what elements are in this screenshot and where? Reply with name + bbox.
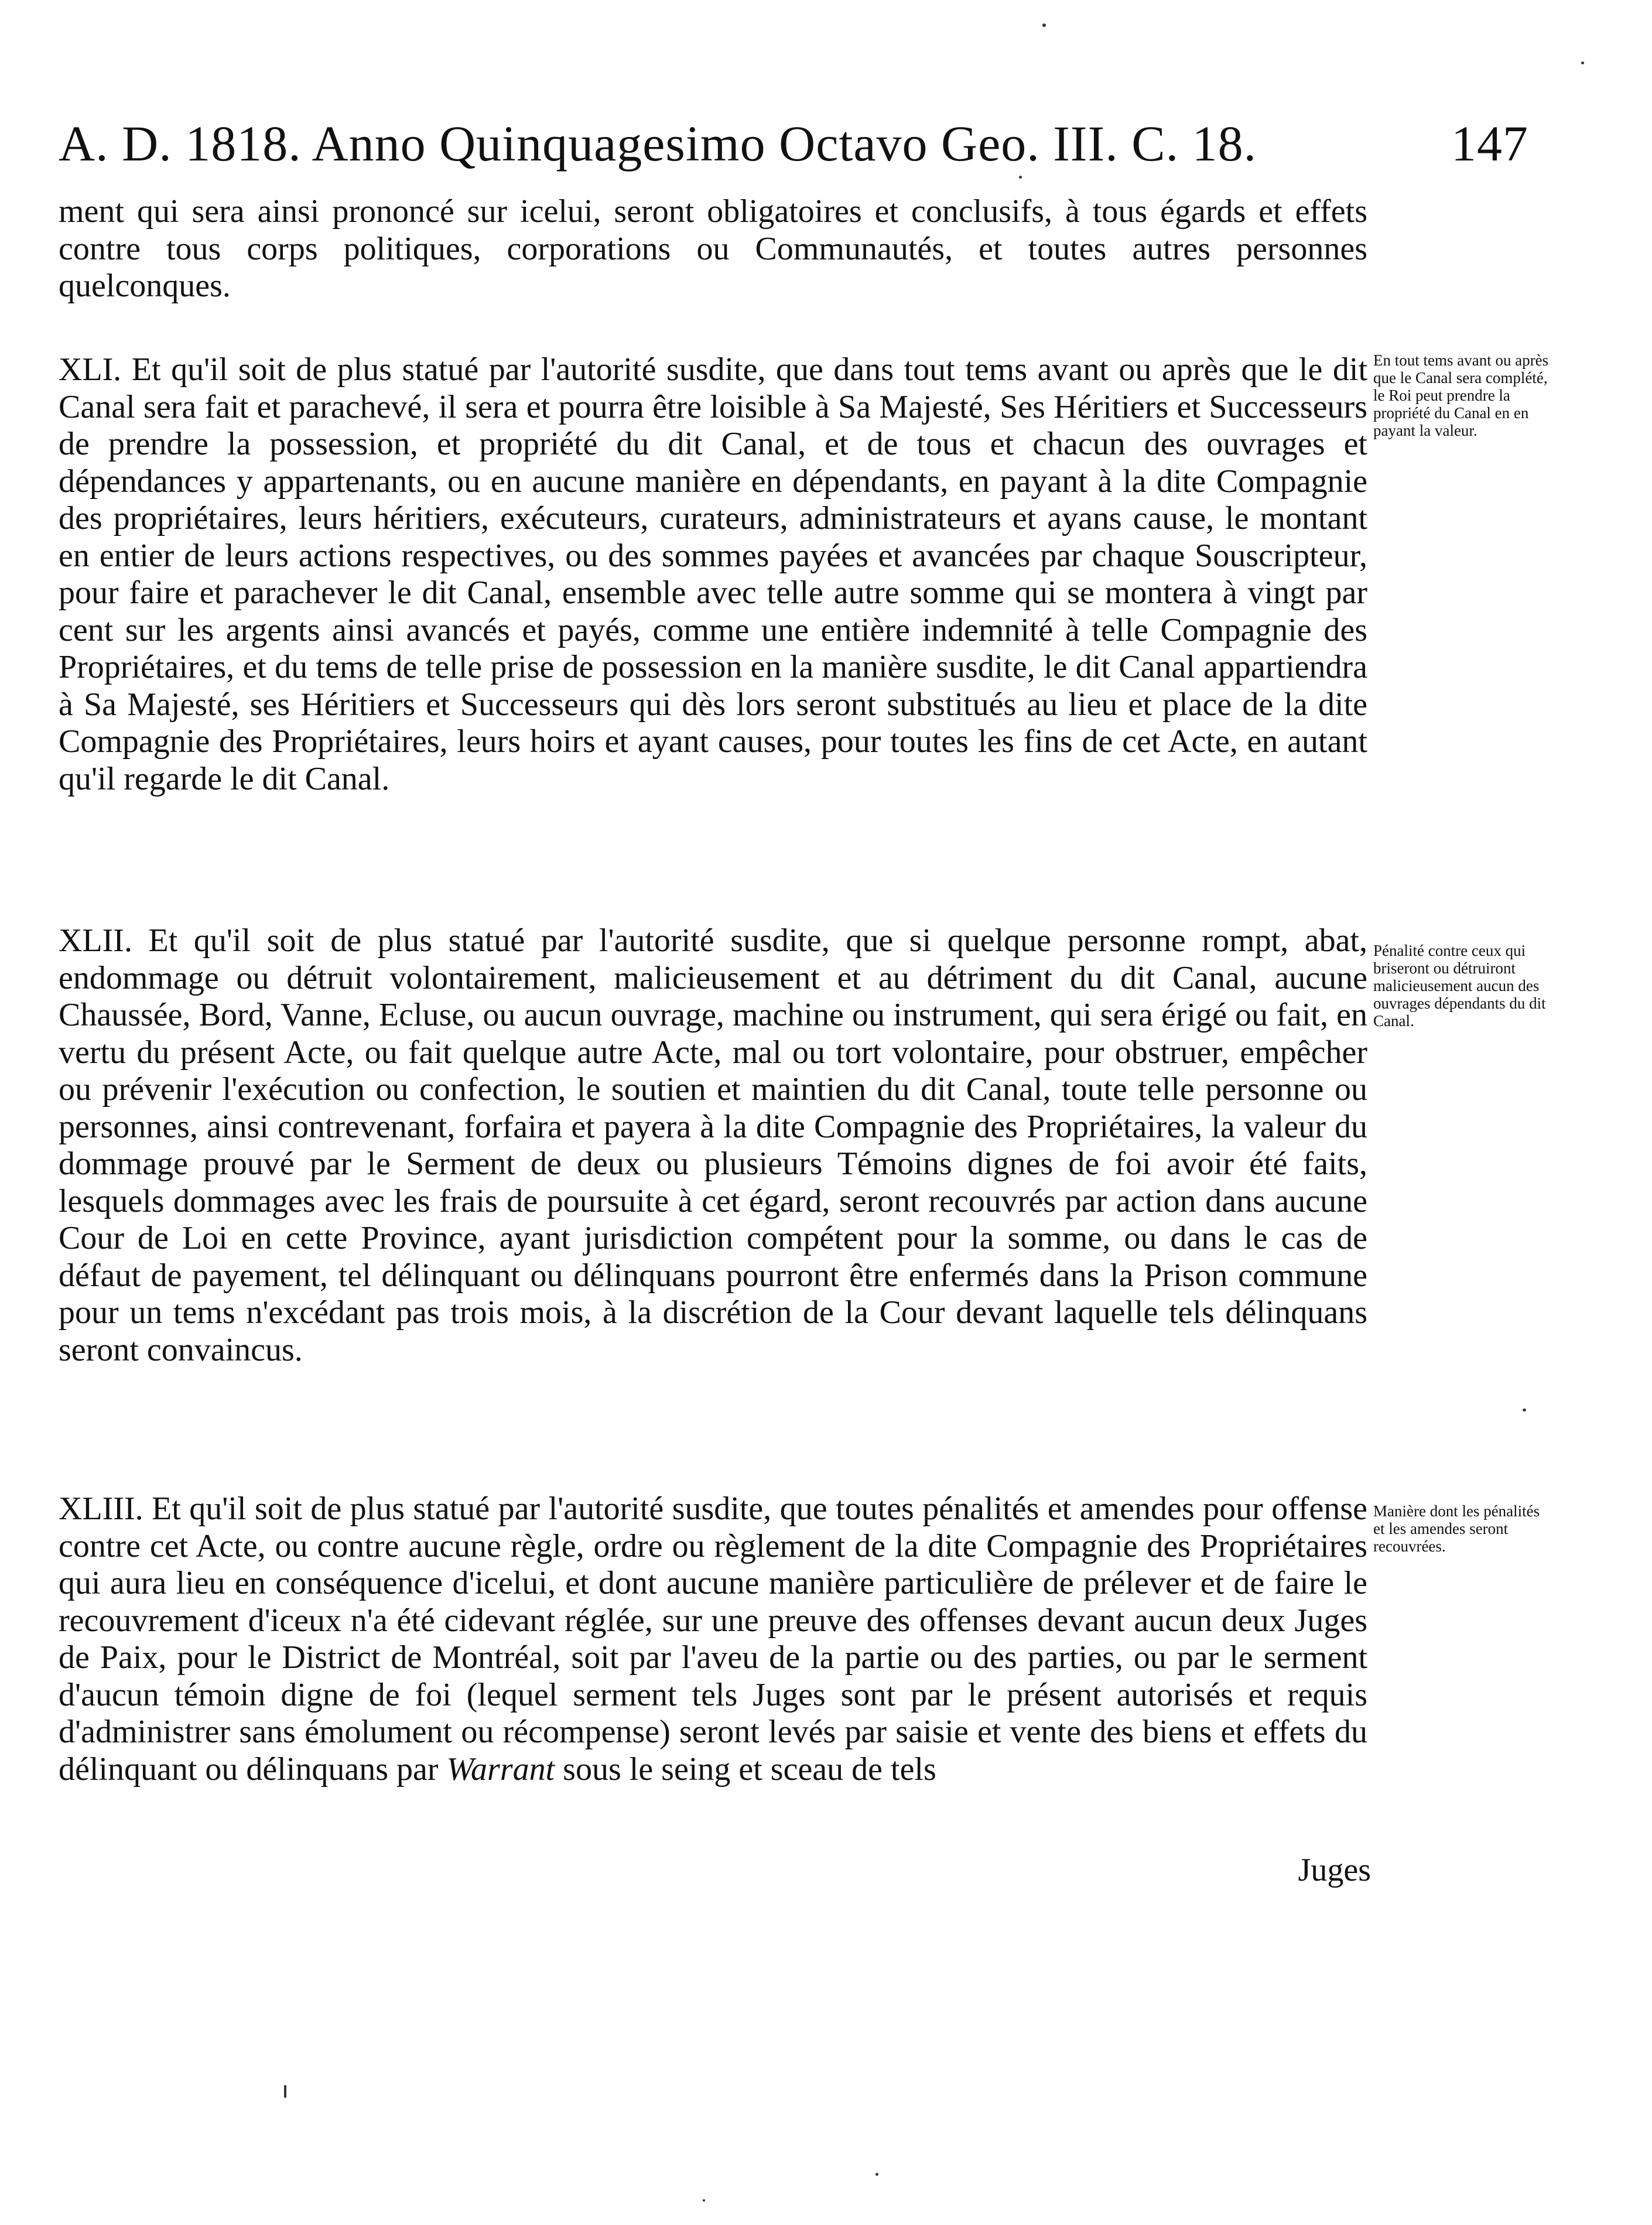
- margin-note-xli: En tout tems avant ou après que le Canal sera complété, le Roi peut prendre la propriété du Canal en en payant la valeur.: [1373, 351, 1549, 439]
- scan-speck: [1019, 176, 1022, 179]
- page-number: 147: [1451, 115, 1528, 172]
- scan-speck: [1042, 23, 1046, 27]
- italic-term: Warrant: [446, 1751, 555, 1787]
- paragraph-text: [59, 1491, 1367, 1788]
- paragraph-text: ment qui sera ainsi prononcé sur icelui, seront obligatoires et conclusifs, à tous égards et effets contre tous corps politiques, corporations ou Communautés, et toutes autres personnes quelconques.: [59, 193, 1367, 304]
- section-xli: [59, 351, 1367, 798]
- paragraph-text: XLII. Et qu'il soit de plus statué par l'autorité susdite, que si quelque personne rompt, abat, endommage ou détruit volontairement, malicieusement et au détriment du dit Canal, aucune Chaussée, Bord, Vanne, Ecluse, ou aucun ouvrage, machine ou instrument, qui sera érigé ou fait, en vertu du présent Acte, ou fait quelque autre Acte, mal ou tort volontaire, pour obstruer, empêcher ou prévenir l'exécution ou confection, le soutien et maintien du dit Canal, toute telle personne ou personnes, ainsi contrevenant, forfaira et payera à la dite Compagnie des Propriétaires, la valeur du dommage prouvé par le Serment de deux ou plusieurs Témoins dignes de foi avoir été faits, lesquels dommages avec les frais de poursuite à cet égard, seront recouvrés par action dans aucune Cour de Loi en cette Province, ayant jurisdiction compétent pour la somme, ou dans le cas de défaut de payement, tel délinquant ou délinquans pourront être enfermés dans la Prison commune pour un tems n'excédant pas trois mois, à la discrétion de la Cour devant laquelle tels délinquans seront convaincus.: [59, 922, 1367, 1368]
- paragraph-text: XLI. Et qu'il soit de plus statué par l'autorité susdite, que dans tout tems avant ou après que le dit Canal sera fait et parachevé, il sera et pourra être loisible à Sa Majesté, Ses Héritiers et Successeurs de prendre la possession, et propriété du dit Canal, et de tous et chacun des ouvrages et dépendances y appartenants, ou en aucune manière en dépendants, en payant à la dite Compagnie des propriétaires, leurs héritiers, exécuteurs, curateurs, administrateurs et ayans cause, le montant en entier de leurs actions respectives, ou des sommes payées et avancées par chaque Souscripteur, pour faire et parachever le dit Canal, ensemble avec telle autre somme qui se montera à vingt par cent sur les argents ainsi avancés et payés, comme une entière indemnité à telle Compagnie des Propriétaires, et du tems de telle prise de possession en la manière susdite, le dit Canal appartiendra à Sa Majesté, ses Héritiers et Successeurs qui dès lors seront substitués au lieu et place de la dite Compagnie des Propriétaires, leurs hoirs et ayant causes, pour toutes les fins de cet Acte, en autant qu'il regarde le dit Canal.: [59, 351, 1367, 797]
- paragraph-continuation: [59, 193, 1367, 305]
- margin-note-xlii: Pénalité contre ceux qui briseront ou détruiront malicieusement aucun des ouvrages dépendants du dit Canal.: [1373, 942, 1546, 1030]
- paragraph-text-main: XLIII. Et qu'il soit de plus statué par l'autorité susdite, que toutes pénalités et amendes pour offense contre cet Acte, ou contre aucune règle, ordre ou règlement de la dite Compagnie des Propriétaires qui aura lieu en conséquence d'icelui, et dont aucune manière particulière de prélever et de faire le recouvrement d'iceux n'a été cidevant réglée, sur une preuve des offenses devant aucun deux Juges de Paix, pour le District de Montréal, soit par l'aveu de la partie ou des parties, ou par le serment d'aucun témoin digne de foi (lequel serment tels Juges sont par le présent autorisés et requis d'administrer sans émolument ou récompense) seront levés par saisie et vente des biens et effets du délinquant ou délinquans par: [59, 1491, 1367, 1787]
- margin-note-xliii: Manière dont les pénalités et les amendes seront recouvrées.: [1373, 1502, 1540, 1555]
- scan-speck: [1523, 1409, 1526, 1411]
- running-title: A. D. 1818. Anno Quinquagesimo Octavo Geo. III. C. 18.: [59, 115, 1257, 172]
- catchword: Juges: [1298, 1852, 1371, 1888]
- scan-speck: [703, 2199, 705, 2202]
- scan-speck: [1581, 61, 1584, 64]
- scan-speck: [875, 2173, 878, 2176]
- scan-speck: [284, 2085, 286, 2098]
- paragraph-text-end: sous le seing et sceau de tels: [555, 1751, 936, 1787]
- page-header: [59, 108, 1528, 179]
- section-xlii: [59, 922, 1367, 1369]
- section-xliii: [59, 1491, 1367, 1788]
